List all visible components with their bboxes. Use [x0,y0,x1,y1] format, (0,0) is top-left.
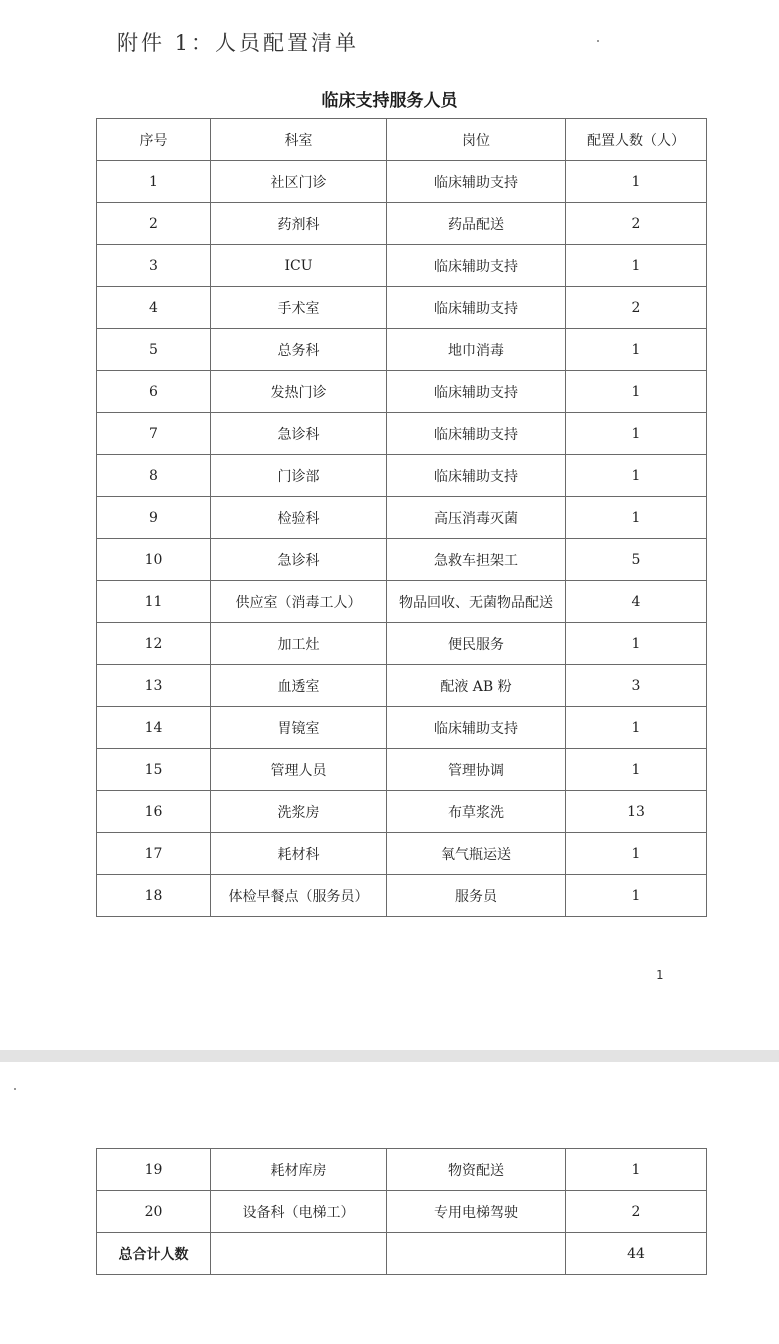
cell-department: 社区门诊 [211,161,387,203]
table-row [97,581,707,623]
cell-headcount: 1 [566,497,707,539]
cell-department: 急诊科 [211,539,387,581]
table-row [97,707,707,749]
cell-index: 5 [97,329,211,371]
cell-headcount: 1 [566,329,707,371]
cell-index: 2 [97,203,211,245]
table-row [97,245,707,287]
cell-headcount: 1 [566,245,707,287]
cell-position: 服务员 [387,875,566,917]
cell-headcount: 4 [566,581,707,623]
cell-index: 10 [97,539,211,581]
cell-position: 配液 AB 粉 [387,665,566,707]
cell-index: 16 [97,791,211,833]
cell-headcount: 13 [566,791,707,833]
cell-position: 临床辅助支持 [387,371,566,413]
cell-department: 门诊部 [211,455,387,497]
cell-headcount: 1 [566,707,707,749]
table-row [97,539,707,581]
cell-position: 临床辅助支持 [387,413,566,455]
table-row [97,497,707,539]
cell-index: 6 [97,371,211,413]
total-label: 总合计人数 [97,1233,211,1275]
cell-department: 检验科 [211,497,387,539]
cell-position: 临床辅助支持 [387,245,566,287]
table-row [97,833,707,875]
cell-index: 20 [97,1191,211,1233]
cell-position: 临床辅助支持 [387,287,566,329]
cell-index: 3 [97,245,211,287]
cell-headcount: 1 [566,413,707,455]
cell-headcount: 5 [566,539,707,581]
table-row [97,203,707,245]
table-row [97,161,707,203]
cell-index: 18 [97,875,211,917]
cell-department: 供应室（消毒工人） [211,581,387,623]
cell-index: 7 [97,413,211,455]
cell-department: 血透室 [211,665,387,707]
table-row [97,1149,707,1191]
cell-department: 耗材库房 [211,1149,387,1191]
cell-department: 药剂科 [211,203,387,245]
cell-index: 19 [97,1149,211,1191]
total-value: 44 [566,1233,707,1275]
cell-department: 加工灶 [211,623,387,665]
cell-index: 13 [97,665,211,707]
cell-position: 临床辅助支持 [387,161,566,203]
cell-position: 药品配送 [387,203,566,245]
page-separator [0,1050,779,1062]
cell-department: 急诊科 [211,413,387,455]
cell-headcount: 1 [566,1149,707,1191]
table-row [97,749,707,791]
cell-department: 设备科（电梯工） [211,1191,387,1233]
cell-headcount: 2 [566,203,707,245]
staff-table-page-1 [96,118,707,917]
total-row [97,1233,707,1275]
cell-index: 15 [97,749,211,791]
table-row [97,875,707,917]
cell-position: 专用电梯驾驶 [387,1191,566,1233]
cell-headcount: 3 [566,665,707,707]
cell-position: 临床辅助支持 [387,707,566,749]
cell-index: 1 [97,161,211,203]
col-header-department: 科室 [211,119,387,161]
cell-headcount: 1 [566,875,707,917]
cell-headcount: 1 [566,455,707,497]
cell-index: 4 [97,287,211,329]
cell-department: ICU [211,245,387,287]
table-row [97,413,707,455]
cell-position: 物品回收、无菌物品配送 [387,581,566,623]
page-number: 1 [656,968,664,982]
cell-department: 管理人员 [211,749,387,791]
scan-speck [597,40,599,42]
cell-position: 高压消毒灭菌 [387,497,566,539]
cell-department: 耗材科 [211,833,387,875]
cell-department: 总务科 [211,329,387,371]
total-empty-cell [211,1233,387,1275]
cell-index: 14 [97,707,211,749]
cell-headcount: 1 [566,623,707,665]
table-row [97,791,707,833]
cell-department: 洗浆房 [211,791,387,833]
table-row [97,1191,707,1233]
scan-speck [14,1088,16,1090]
cell-department: 发热门诊 [211,371,387,413]
table-row [97,371,707,413]
table-row [97,455,707,497]
cell-position: 氧气瓶运送 [387,833,566,875]
cell-position: 布草浆洗 [387,791,566,833]
table-header-row [97,119,707,161]
cell-position: 物资配送 [387,1149,566,1191]
cell-department: 体检早餐点（服务员） [211,875,387,917]
cell-index: 12 [97,623,211,665]
cell-department: 胃镜室 [211,707,387,749]
cell-index: 17 [97,833,211,875]
cell-position: 急救车担架工 [387,539,566,581]
staff-table-page-2 [96,1148,707,1275]
table-row [97,665,707,707]
table-row [97,623,707,665]
cell-headcount: 1 [566,833,707,875]
cell-department: 手术室 [211,287,387,329]
cell-index: 8 [97,455,211,497]
cell-index: 9 [97,497,211,539]
cell-headcount: 1 [566,161,707,203]
table-title: 临床支持服务人员 [321,91,458,111]
cell-index: 11 [97,581,211,623]
cell-headcount: 1 [566,371,707,413]
cell-position: 地巾消毒 [387,329,566,371]
total-empty-cell [387,1233,566,1275]
table-row [97,329,707,371]
table-row [97,287,707,329]
cell-headcount: 2 [566,287,707,329]
cell-headcount: 1 [566,749,707,791]
attachment-label: 附件 1：人员配置清单 [117,31,360,55]
cell-position: 管理协调 [387,749,566,791]
cell-headcount: 2 [566,1191,707,1233]
col-header-headcount: 配置人数（人） [566,119,707,161]
col-header-position: 岗位 [387,119,566,161]
col-header-index: 序号 [97,119,211,161]
cell-position: 临床辅助支持 [387,455,566,497]
cell-position: 便民服务 [387,623,566,665]
